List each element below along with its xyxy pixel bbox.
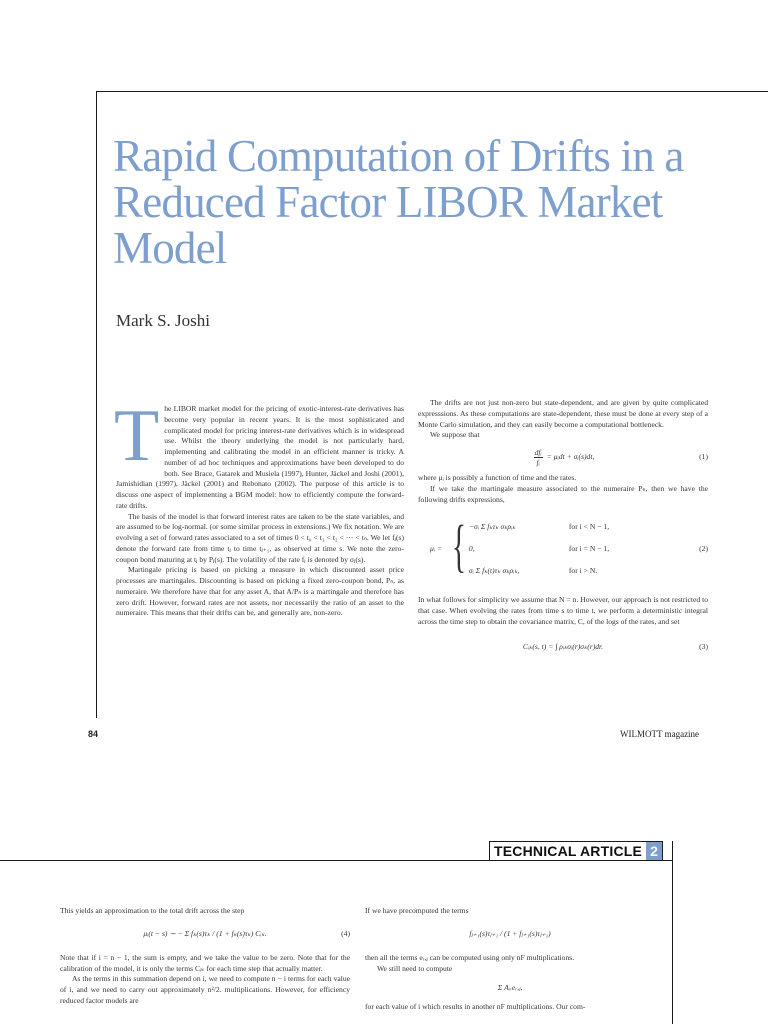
intro-text: he LIBOR market model for the pricing of exotic-interest-rate derivatives has become very popular in recent years. It is the most sophisticated and complicated model for pricing interest-rate derivatives which is in widespread use. Whilst the theory underlying the model is not particularly hard, implementing and calibrating the model in an efficient manner is tricky. A number of ad hoc techniques and approximations have been developed to do both. See Brace, Gatarek and Musiela (1997), Hunter, Jäckel and Joshi (2001), Jamishidian (1997), Jäckel (2001) and Rebonato (2002). The purpose of this article is to discuss one aspect of implementing a BGM model: how to efficiently compute the forward-rate drifts.: [116, 404, 404, 510]
eq2-cases: [445, 513, 649, 582]
equation-2: [418, 505, 708, 593]
page2-right-column: [365, 906, 655, 1013]
dropcap: T: [114, 395, 160, 477]
eq6-expression: Σ Aᵢᵣeᵣ,ⱼ,: [497, 982, 523, 992]
paragraph-still: We still need to compute: [377, 963, 453, 973]
section-label: [489, 841, 663, 861]
paragraph-drifts: The drifts are not just non-zero but state-dependent, and are given by quite complicated expresssions. As these computations are state-dependent, these must be done at every step of a Monte Carlo simulation, and they can easily become a computational bottleneck.: [418, 398, 708, 429]
paragraph-simplicity: In what follows for simplicity we assume that N = n. However, our approach is not restricted to that case. When evolving the rates from time s to time t, we perform a deterministic integral across the time step to obtain the covariance matrix, C, of the logs of the rates, and set: [418, 595, 708, 626]
equation-number-4: (4): [341, 929, 350, 939]
case-row: σᵢ Σ fₖ(t)τₖ σₖρᵢₖ, for i > N.: [468, 565, 598, 575]
page-number: 84: [88, 729, 99, 739]
case-row: −σᵢ Σ fₖτₖ σₖρᵢₖ for i < N − 1,: [468, 521, 610, 531]
left-rule: [96, 91, 97, 718]
left-column: [114, 395, 404, 619]
eq5-expression: fⱼ₊₁(s)τⱼ₊₁ / (1 + fⱼ₊₁(s)τⱼ₊₁): [469, 929, 551, 939]
paragraph-suppose: We suppose that: [430, 430, 480, 440]
paragraph-terms: As the terms in this summation depend on i, we need to compute n − i terms for each value of i, and we need to carry out approximately n²/2. multiplications. However, for efficiency reduced factor models are: [60, 974, 350, 1005]
equation-number-3: (3): [699, 642, 708, 652]
paragraph-basis: The basis of the model is that forward interest rates are taken to be the state variables, and are assumed to be log-normal. (or some similar process in extensions.) We fix notation. We are evolving a set of forward rates associated to a set of times 0 < t₀ < t₁ < t₂ < ··· < tₙ. We let fⱼ(s) denote the forward rate from time tⱼ to time tⱼ₊₁, as observed at time s. We note the zero-coupon bond maturing at tⱼ by Pⱼ(s). The volatility of the rate fⱼ is denoted by σⱼ(s).: [116, 511, 404, 564]
section-label-text: TECHNICAL ARTICLE: [494, 843, 643, 859]
case-row: 0, for i = N − 1,: [468, 543, 610, 553]
paragraph-measure: If we take the martingale measure associated to the numeraire Pₙ, then we have the following drifts expressions,: [418, 483, 708, 504]
article-title: Rapid Computation of Drifts in a Reduced Factor LIBOR Market Model: [113, 131, 684, 273]
paragraph-where: where μᵢ is possibly a function of time and the rates.: [418, 473, 577, 482]
author-name: Mark S. Joshi: [116, 311, 210, 330]
section-label-number: 2: [646, 842, 662, 860]
equation-6: [365, 974, 655, 1002]
magazine-name: WILMOTT magazine: [620, 729, 700, 739]
eq2-lhs: μᵢ =: [430, 543, 443, 553]
equation-number-2: (2): [699, 543, 708, 553]
paragraph-note: Note that if i = n − 1, the sum is empty, and we take the value to be zero. Note that for the calibration of the model, it is only the terms Cᵢₖ for each time step that actually matter.: [60, 952, 350, 973]
equation-3: [418, 628, 708, 668]
eq3-expression: Cᵢₖ(s, t) = ∫ ρᵢₖσᵢ(r)σₖ(r)dr.: [522, 642, 604, 652]
paragraph-all-terms: then all the terms eᵣ,ⱼ can be computed using only nF multiplications.: [365, 952, 575, 962]
eq4-expression: μᵢ(t − s) ∼ − Σ fₖ(s)τₖ / (1 + fₖ(s)τₖ) Cᵢₖ.: [143, 929, 267, 939]
page2-right-rule: [672, 841, 673, 1024]
left-brace: {: [452, 513, 466, 579]
equation-number-1: (1): [699, 451, 708, 461]
page2-left-column: [60, 906, 350, 1007]
top-rule: [96, 91, 768, 92]
paragraph-yields: This yields an approximation to the total drift across the step: [60, 906, 245, 915]
paragraph-precomputed: If we have precomputed the terms: [365, 906, 469, 915]
intro-paragraph: [114, 395, 404, 512]
right-column: [418, 398, 708, 668]
equation-4: [60, 917, 350, 953]
paragraph-each-value: for each value of i which results in another nF multiplications. Our com-: [365, 1002, 586, 1012]
eq1-fraction: $\frac{\text{dfᵢ}}{\text{fᵢ}}$: [534, 447, 542, 467]
equation-5: [365, 917, 655, 953]
equation-1: [418, 441, 708, 473]
eq1-rhs: = μᵢdt + σᵢ(s)dt,: [546, 451, 595, 461]
paragraph-martingale: Martingale pricing is based on picking a measure in which discounted asset price processes are martingales. Discounting is based on picking a fixed zero-coupon bond, Pₙ, as numeraire. We therefore have that for any asset A, that A/Pₙ is a martingale and therefore has zero drift. However, forward rates are not assets, nor necessarily the ratio of an asset to the numeraire. This means that their drifts can be, and generally are, non-zero.: [116, 565, 404, 618]
